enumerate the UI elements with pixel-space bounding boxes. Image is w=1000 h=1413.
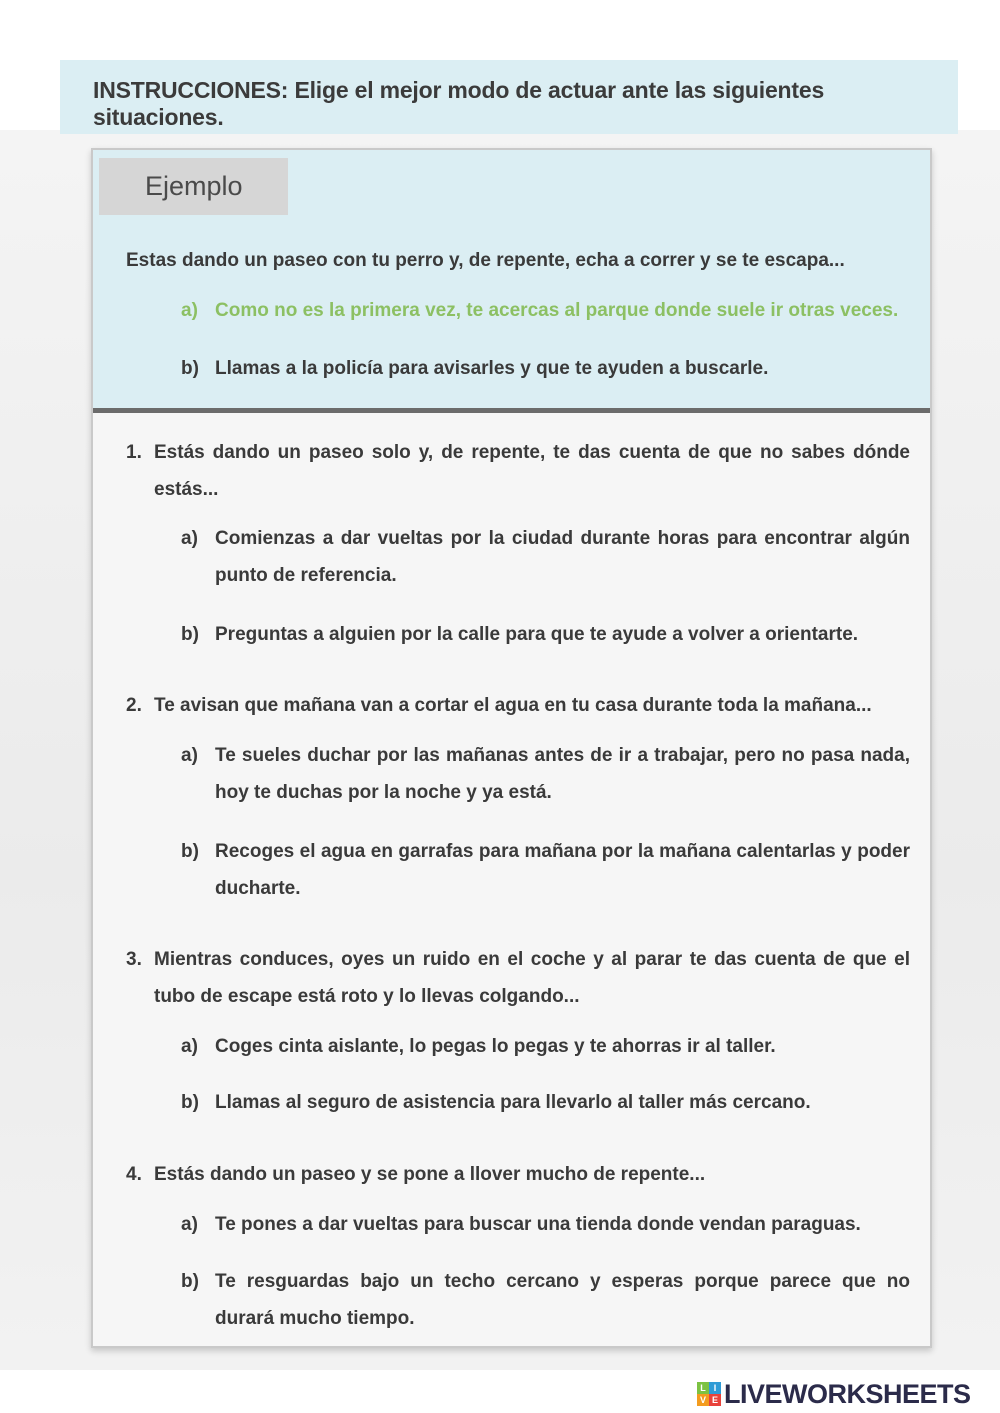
example-tag: Ejemplo [99, 158, 288, 215]
option-text: Llamas a la policía para avisarles y que te ayuden a buscarle. [215, 358, 769, 379]
option-text: Llamas al seguro de asistencia para llevarlo al taller más cercano. [215, 1092, 811, 1113]
liveworksheets-logo[interactable] [697, 1377, 971, 1411]
logo-letter-e: E [709, 1394, 721, 1406]
question-3-stem [126, 941, 910, 1015]
question-3-option-b[interactable] [181, 1084, 910, 1121]
option-letter: b) [181, 1271, 199, 1292]
question-4-stem [126, 1156, 910, 1193]
question-1-option-b[interactable] [181, 616, 910, 653]
question-number: 2. [126, 695, 142, 716]
question-number: 1. [126, 442, 142, 463]
example-option-a[interactable] [181, 292, 921, 329]
option-letter: b) [181, 358, 199, 379]
option-letter: a) [181, 528, 198, 549]
option-text: Preguntas a alguien por la calle para que te ayude a volver a orientarte. [215, 624, 859, 645]
logo-text: LIVEWORKSHEETS [724, 1378, 971, 1409]
option-letter: a) [181, 745, 198, 766]
logo-icon [697, 1382, 721, 1406]
option-text: Comienzas a dar vueltas por la ciudad durante horas para encontrar algún punto de referencia. [215, 528, 910, 586]
logo-letter-v: V [697, 1394, 709, 1406]
question-text: Mientras conduces, oyes un ruido en el coche y al parar te das cuenta de que el tubo de escape está roto y lo llevas colgando... [154, 949, 910, 1007]
example-option-b[interactable] [181, 350, 921, 387]
example-section [93, 150, 930, 413]
question-1-stem [126, 434, 910, 508]
question-text: Estás dando un paseo y se pone a llover mucho de repente... [154, 1164, 706, 1185]
option-letter: b) [181, 1092, 199, 1113]
option-letter: a) [181, 1036, 198, 1057]
option-letter: b) [181, 841, 199, 862]
question-2-option-a[interactable] [181, 737, 910, 811]
question-text: Estás dando un paseo solo y, de repente, te das cuenta de que no sabes dónde estás... [154, 442, 910, 500]
question-2-option-b[interactable] [181, 833, 910, 907]
option-letter: a) [181, 300, 198, 321]
question-number: 4. [126, 1164, 142, 1185]
option-text: Te sueles duchar por las mañanas antes de ir a trabajar, pero no pasa nada, hoy te duchas por la noche y ya está. [215, 745, 910, 803]
question-number: 3. [126, 949, 142, 970]
option-letter: a) [181, 1214, 198, 1235]
question-3-option-a[interactable] [181, 1028, 910, 1065]
logo-letter-l: L [697, 1382, 709, 1394]
question-text: Te avisan que mañana van a cortar el agua en tu casa durante toda la mañana... [154, 695, 872, 716]
option-text: Coges cinta aislante, lo pegas lo pegas y te ahorras ir al taller. [215, 1036, 776, 1057]
option-letter: b) [181, 624, 199, 645]
option-text: Recoges el agua en garrafas para mañana por la mañana calentarlas y poder ducharte. [215, 841, 910, 899]
option-text: Te pones a dar vueltas para buscar una tienda donde vendan paraguas. [215, 1214, 861, 1235]
option-text: Como no es la primera vez, te acercas al parque donde suele ir otras veces. [215, 300, 899, 321]
instructions-banner: INSTRUCCIONES: Elige el mejor modo de actuar ante las siguientes situaciones. [60, 60, 958, 134]
example-stem-text: Estas dando un paseo con tu perro y, de repente, echa a correr y se te escapa... [126, 250, 845, 271]
worksheet-card [91, 148, 932, 1348]
option-text: Te resguardas bajo un techo cercano y esperas porque parece que no durará mucho tiempo. [215, 1271, 910, 1329]
logo-letter-i: I [709, 1382, 721, 1394]
question-4-option-a[interactable] [181, 1206, 910, 1243]
question-4-option-b[interactable] [181, 1263, 910, 1337]
example-stem [126, 242, 916, 279]
question-2-stem [126, 687, 910, 724]
question-1-option-a[interactable] [181, 520, 910, 594]
